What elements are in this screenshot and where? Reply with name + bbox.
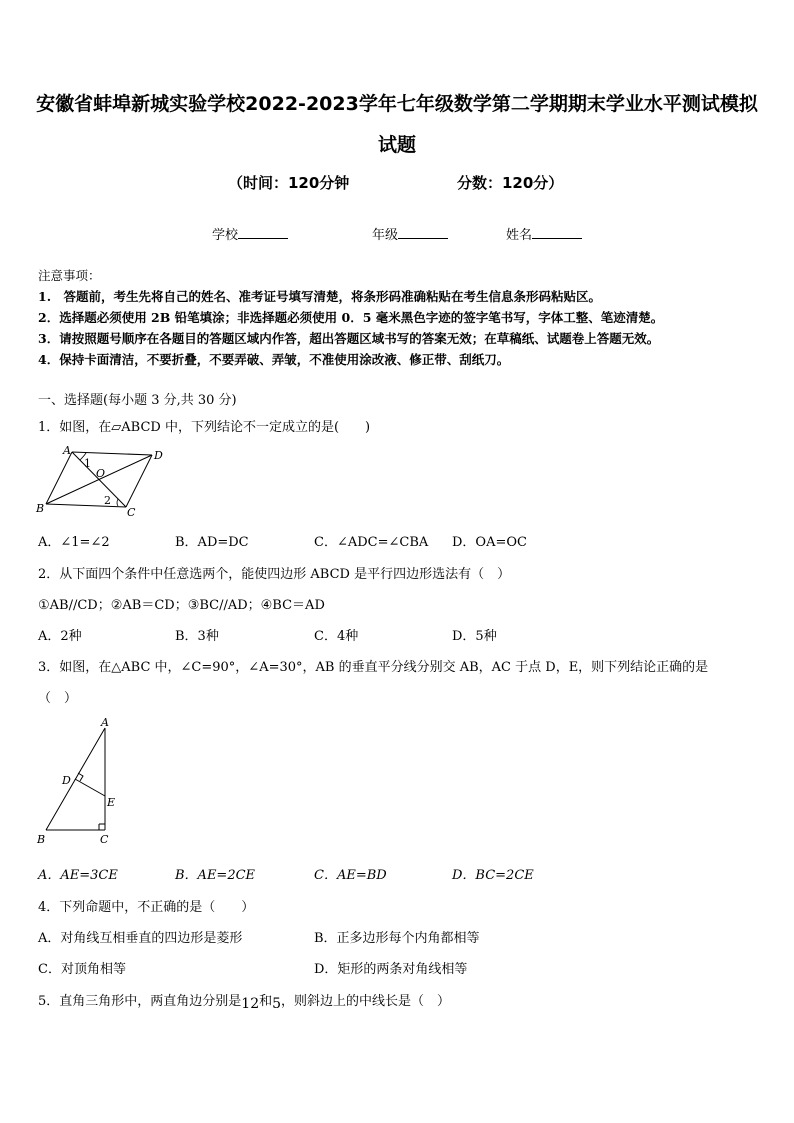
q3-stem-cont: （ ） xyxy=(38,691,78,706)
q2-option-a: A．2种 xyxy=(38,629,82,644)
q5-stem xyxy=(38,990,450,1012)
q4-stem: 4．下列命题中，不正确的是（ ） xyxy=(38,900,255,915)
q3-triangle-figure xyxy=(34,716,129,848)
q1-stem: 1．如图，在▱ABCD 中，下列结论不一定成立的是( ) xyxy=(38,420,371,435)
q2-stem: 2．从下面四个条件中任意选两个，能使四边形 ABCD 是平行四边形选法有（ ） xyxy=(38,567,511,582)
edge-ad xyxy=(72,452,152,455)
label-d: D xyxy=(62,774,71,787)
q1-option-d: D．OA=OC xyxy=(452,535,527,550)
label-a: A xyxy=(101,716,109,729)
notes-heading: 注意事项： xyxy=(38,268,101,283)
q1-option-c: C．∠ADC=∠CBA xyxy=(314,535,429,550)
label-b: B xyxy=(37,833,46,846)
note-item: 4．保持卡面清洁，不要折叠，不要弄破、弄皱，不准使用涂改液、修正带、刮纸刀。 xyxy=(38,352,510,367)
q5-stem-c: ，则斜边上的中线长是（ ） xyxy=(281,994,451,1009)
label-d: D xyxy=(154,449,163,462)
q3-option-d: D．BC=2CE xyxy=(452,868,534,883)
angle-2-arc xyxy=(117,499,118,506)
q2-conditions: ①AB//CD；②AB＝CD；③BC//AD；④BC＝AD xyxy=(38,598,325,613)
edge-ba xyxy=(46,452,72,504)
q2-option-d: D．5种 xyxy=(452,629,497,644)
section-heading: 一、选择题(每小题 3 分,共 30 分) xyxy=(38,393,237,408)
label-a: A xyxy=(63,444,71,457)
school-field xyxy=(212,224,288,243)
exam-time: （时间：120分钟 xyxy=(228,174,350,192)
label-b: B xyxy=(36,502,45,515)
q5-number-12: 12 xyxy=(241,996,260,1012)
q5-stem-a: 5．直角三角形中，两直角边分别是 xyxy=(38,994,242,1009)
name-label: 姓名 xyxy=(506,228,533,243)
label-angle-1: 1 xyxy=(84,457,91,470)
q1-parallelogram-figure xyxy=(34,442,174,520)
q4-option-a: A．对角线互相垂直的四边形是菱形 xyxy=(38,931,243,946)
note-item: 1. 答题前，考生先将自己的姓名、准考证号填写清楚，将条形码准确粘贴在考生信息条形码粘贴区。 xyxy=(38,289,602,304)
note-item: 2．选择题必须使用 2B 铅笔填涂；非选择题必须使用 0．5 毫米黑色字迹的签字笔书写，字体工整、笔迹清楚。 xyxy=(38,310,664,325)
grade-blank xyxy=(398,226,448,239)
note-item: 3．请按照题号顺序在各题目的答题区域内作答，超出答题区域书写的答案无效；在草稿纸、试题卷上答题无效。 xyxy=(38,331,660,346)
q3-option-b: B．AE=2CE xyxy=(175,868,256,883)
label-e: E xyxy=(107,796,116,809)
exam-score: 分数：120分） xyxy=(457,174,564,192)
school-blank xyxy=(238,226,288,239)
q4-option-c: C．对顶角相等 xyxy=(38,962,126,977)
edge-cb xyxy=(46,504,126,507)
grade-label: 年级 xyxy=(372,228,399,243)
page-title: 安徽省蚌埠新城实验学校2022-2023学年七年级数学第二学期期末学业水平测试模拟 xyxy=(36,93,758,115)
q3-stem: 3．如图，在△ABC 中，∠C=90°，∠A=30°，AB 的垂直平分线分别交 AB，AC 于点 D，E，则下列结论正确的是 xyxy=(38,660,709,675)
q1-option-b: B．AD=DC xyxy=(175,535,249,550)
q3-option-a: A．AE=3CE xyxy=(38,868,118,883)
q3-option-c: C．AE=BD xyxy=(314,868,387,883)
label-angle-2: 2 xyxy=(104,494,111,507)
q4-option-d: D．矩形的两条对角线相等 xyxy=(314,962,468,977)
q2-option-c: C．4种 xyxy=(314,629,359,644)
label-c: C xyxy=(100,833,109,846)
q5-stem-b: 和 xyxy=(259,994,273,1009)
edge-dc xyxy=(126,455,152,507)
page-title-cont: 试题 xyxy=(377,134,416,156)
q5-number-5: 5 xyxy=(272,996,282,1012)
name-field xyxy=(506,224,582,243)
perpendicular-bisector-de xyxy=(75,779,105,796)
label-c: C xyxy=(127,506,136,519)
grade-field xyxy=(372,224,448,243)
q1-option-a: A．∠1=∠2 xyxy=(38,535,110,550)
q4-option-b: B．正多边形每个内角都相等 xyxy=(314,931,480,946)
q2-option-b: B．3种 xyxy=(175,629,219,644)
name-blank xyxy=(532,226,582,239)
label-o: O xyxy=(96,467,106,480)
school-label: 学校 xyxy=(212,228,239,243)
